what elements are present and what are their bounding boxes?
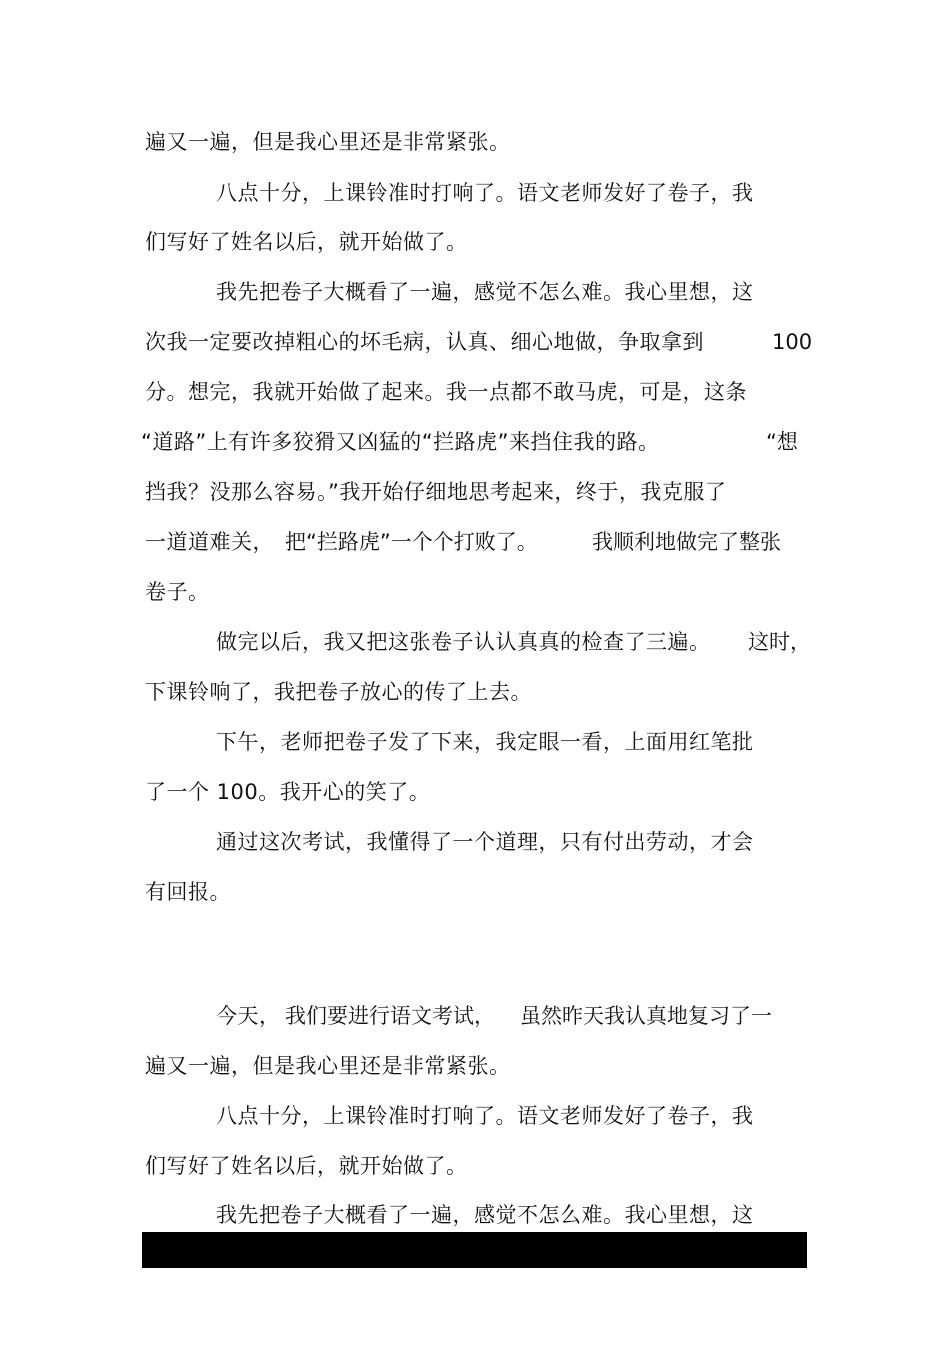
text-line: 了一个 100。我开心的笑了。 [145, 780, 431, 804]
text-fragment: 今天， [216, 1004, 281, 1028]
text-line: 有回报。 [145, 880, 231, 904]
text-line: 遍又一遍，但是我心里还是非常紧张。 [145, 130, 511, 154]
text-line: 遍又一遍，但是我心里还是非常紧张。 [145, 1054, 511, 1078]
text-fragment: 我们要进行语文考试， [285, 1004, 495, 1028]
text-line: 做完以后，我又把这张卷子认认真真的检查了三遍。 [216, 630, 711, 654]
text-line: 我先把卷子大概看了一遍，感觉不怎么难。我心里想，这 [216, 280, 754, 304]
text-fragment: “想 [766, 430, 798, 454]
text-number: 100 [772, 330, 813, 354]
text-line: 我先把卷子大概看了一遍，感觉不怎么难。我心里想，这 [216, 1203, 754, 1227]
text-fragment: 我顺利地做完了整张 [592, 530, 781, 554]
text-line: 次我一定要改掉粗心的坏毛病，认真、细心地做，争取拿到 [145, 330, 704, 354]
text-fragment: 把“拦路虎”一个个打败了。 [285, 530, 538, 554]
text-line: 分。想完，我就开始做了起来。我一点都不敢马虎，可是，这条 [145, 380, 747, 404]
text-line: 通过这次考试，我懂得了一个道理，只有付出劳动，才会 [216, 830, 754, 854]
text-fragment: 一道道难关， [145, 530, 274, 554]
text-line: 下午，老师把卷子发了下来，我定眼一看，上面用红笔批 [216, 730, 754, 754]
text-line: 下课铃响了，我把卷子放心的传了上去。 [145, 680, 532, 704]
text-line: 挡我？没那么容易。”我开始仔细地思考起来，终于，我克服了 [145, 480, 727, 504]
text-line: “道路”上有许多狡猾又凶猛的“拦路虎”来挡住我的路。 [141, 430, 660, 454]
text-line: 八点十分，上课铃准时打响了。语文老师发好了卷子，我 [216, 181, 754, 205]
text-fragment: 这时， [748, 630, 811, 654]
text-line: 卷子。 [145, 580, 210, 604]
redaction-bar [142, 1232, 807, 1268]
text-line: 八点十分，上课铃准时打响了。语文老师发好了卷子，我 [216, 1104, 754, 1128]
text-line: 们写好了姓名以后，就开始做了。 [145, 1154, 468, 1178]
text-fragment: 虽然昨天我认真地复习了一 [520, 1004, 772, 1028]
text-line: 们写好了姓名以后，就开始做了。 [145, 230, 468, 254]
